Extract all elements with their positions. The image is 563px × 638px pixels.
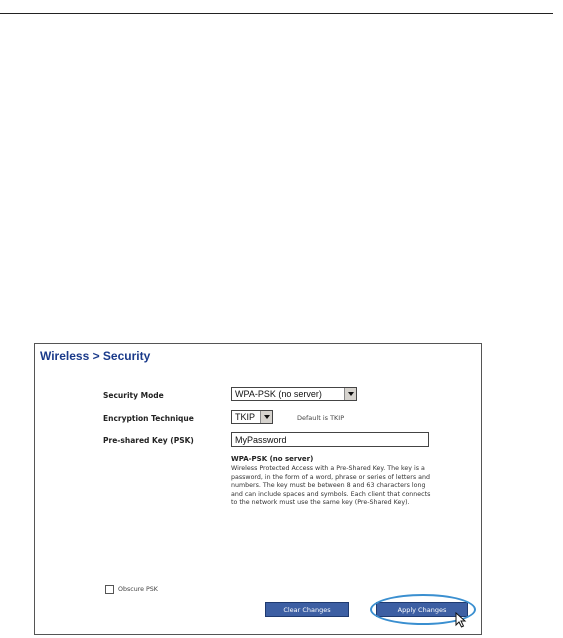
help-title: WPA-PSK (no server): [231, 455, 314, 463]
clear-changes-button[interactable]: Clear Changes: [265, 602, 349, 617]
security-mode-label: Security Mode: [103, 391, 164, 400]
help-text: Wireless Protected Access with a Pre-Shared Key. The key is a password, in the form of a word, phrase or series of letters and numbers. The key must be between 8 and 63 characters long and can include spaces and symbols. Each client that connects to the network must use the same key (Pre-Shared Key).: [231, 465, 431, 507]
mouse-pointer-icon: [455, 612, 467, 628]
chevron-down-icon[interactable]: [260, 411, 272, 423]
apply-changes-button[interactable]: Apply Changes: [376, 602, 468, 617]
encryption-technique-value: TKIP: [235, 412, 256, 422]
obscure-psk-label: Obscure PSK: [118, 586, 158, 593]
top-divider: [0, 13, 553, 14]
page-title: Wireless > Security: [40, 349, 151, 363]
wireless-security-panel: [34, 343, 482, 635]
encryption-technique-select[interactable]: [231, 410, 273, 424]
psk-label: Pre-shared Key (PSK): [103, 436, 194, 445]
obscure-psk-option[interactable]: [105, 585, 158, 594]
security-mode-value: WPA-PSK (no server): [235, 389, 322, 399]
psk-input[interactable]: MyPassword: [231, 432, 429, 447]
chevron-down-icon[interactable]: [344, 388, 356, 400]
security-mode-select[interactable]: [231, 387, 357, 401]
encryption-technique-label: Encryption Technique: [103, 414, 194, 423]
encryption-default-hint: Default is TKIP: [297, 414, 345, 422]
obscure-psk-checkbox[interactable]: [105, 585, 114, 594]
